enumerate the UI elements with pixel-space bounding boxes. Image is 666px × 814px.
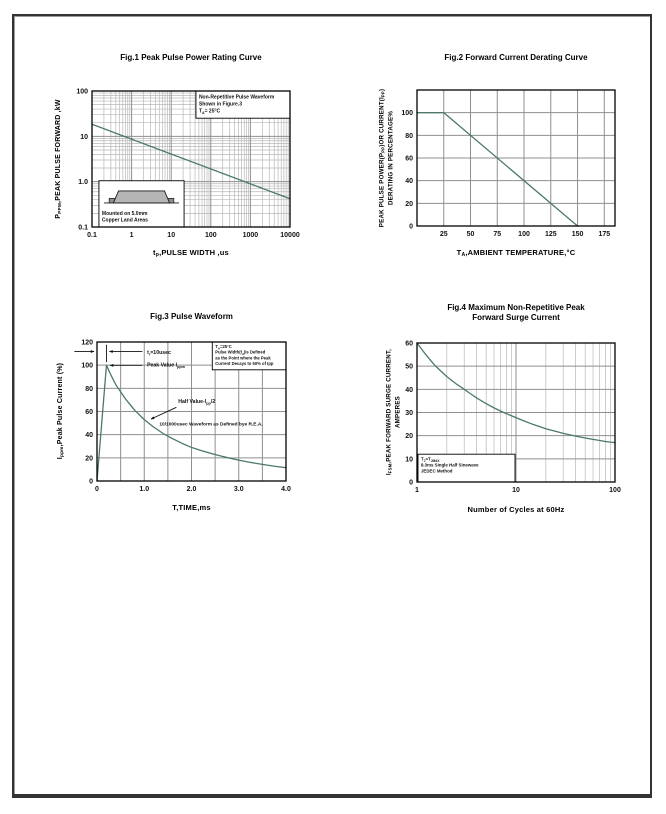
svg-text:20: 20 <box>85 455 93 463</box>
fig3-y-axis-label-line: $I_{ppm},Peak$ Pulse Current (%) <box>56 362 66 460</box>
fig1-chart <box>40 50 310 245</box>
svg-text:2.0: 2.0 <box>186 486 197 493</box>
fig1-y-axis-label-line: $P_{PPM},PEAK$ PULSE FORWARD ,kW <box>54 99 64 219</box>
svg-text:60: 60 <box>85 409 93 416</box>
fig4-y-axis-label-line1: $I_{FSM},PEAK$ FORWARD SURGE CURRENT, <box>385 348 393 476</box>
fig2-y-axis-label <box>378 89 395 227</box>
fig2-panel <box>370 50 650 275</box>
fig1-title: Fig.1 Peak Pulse Power Rating Curve <box>120 53 262 62</box>
svg-text:30: 30 <box>405 410 413 417</box>
svg-text:120: 120 <box>81 339 93 347</box>
fig3-title: Fig.3 Pulse Waveform <box>150 312 233 321</box>
svg-text:Shown in Figure.3: Shown in Figure.3 <box>198 101 243 108</box>
svg-text:1.0: 1.0 <box>78 179 88 187</box>
svg-text:TA=25°C: $T_A=25^\circ C$ <box>215 344 232 351</box>
svg-text:0: 0 <box>89 478 93 486</box>
svg-text:0: 0 <box>409 223 413 231</box>
svg-text:100: 100 <box>76 88 88 96</box>
svg-text:40: 40 <box>405 178 413 186</box>
svg-text:Current Decays to 50% of Ipp: Current Decays to 50% of Ipp <box>215 360 274 366</box>
svg-text:40: 40 <box>405 386 413 394</box>
fig1-panel <box>40 50 310 275</box>
svg-text:60: 60 <box>405 155 413 163</box>
svg-text:as the Point where the Peak: as the Point where the Peak <box>215 355 271 361</box>
svg-text:25: 25 <box>439 231 448 238</box>
svg-text:Non-Repetitive Pulse Wavefor: Non-Repetitive Pulse Waveform <box>198 94 275 101</box>
fig2-x-axis-label: TA,AMBIENT TEMPERATURE,°C <box>456 248 576 259</box>
svg-text:50: 50 <box>466 231 475 238</box>
svg-text:20: 20 <box>405 433 413 441</box>
fig4-y-axis-label-line2: AMPERES <box>394 396 402 428</box>
svg-text:Copper Land Areas: Copper Land Areas <box>101 217 148 224</box>
svg-text:1: 1 <box>415 487 419 494</box>
svg-text:100: 100 <box>81 362 93 370</box>
svg-text:50: 50 <box>405 363 413 371</box>
svg-text:0.1: 0.1 <box>78 224 88 232</box>
svg-text:tr=10usec: $t_r=10usec$ <box>147 349 171 357</box>
svg-text:JEDEC Method: JEDEC Method <box>420 468 453 474</box>
svg-text:40: 40 <box>85 432 93 440</box>
svg-text:Mounted on 5.0mm: Mounted on 5.0mm <box>101 211 148 218</box>
svg-text:10: 10 <box>512 487 520 494</box>
svg-text:TJ=TJMAX: $T_J=T_{JMAX}$ <box>420 456 440 463</box>
svg-text:10/1000usec Waveform as Defin: 10/1000usec Waveform as Defined bye R.E.A. <box>159 422 263 428</box>
svg-text:10: 10 <box>167 232 176 239</box>
fig3-panel <box>40 310 310 525</box>
svg-text:125: 125 <box>544 231 557 238</box>
svg-text:150: 150 <box>571 231 584 238</box>
svg-text:1: 1 <box>129 232 134 239</box>
fig3-x-axis-label: T,TIME,ms <box>172 503 211 512</box>
fig2-chart <box>370 50 650 245</box>
fig2-y-axis-label-line1: PEAK PULSE $POWER(P_{PP})OR$ $CURRENT(I_{PP})$ <box>378 88 386 228</box>
fig4-title-line1: Fig.4 Maximum Non-Repetitive Peak <box>447 303 585 312</box>
fig4-y-axis-label <box>385 349 402 475</box>
svg-text:3.0: 3.0 <box>233 486 244 493</box>
fig3-y-axis-label <box>57 363 67 459</box>
fig4-x-axis-label: Number of Cycles at 60Hz <box>467 505 565 514</box>
svg-text:100: 100 <box>609 487 621 494</box>
svg-text:80: 80 <box>405 132 413 140</box>
svg-text:100: 100 <box>518 231 530 238</box>
svg-text:Half Value-Ipp/2: Half Value-$I_{pp}/2$ <box>178 399 216 406</box>
svg-text:80: 80 <box>85 385 93 393</box>
svg-text:0: 0 <box>95 486 99 493</box>
fig4-chart <box>370 300 650 500</box>
svg-text:100: 100 <box>204 232 217 239</box>
fig2-y-axis-label-line2: DERATING IN PERCENTAGE% <box>387 110 395 206</box>
fig4-title-line2: Forward Surge Current <box>472 313 560 322</box>
svg-text:10: 10 <box>405 456 413 464</box>
svg-text:1.0: 1.0 <box>139 486 150 493</box>
svg-text:Pulse Width(td)is Defined: Pulse $Width(t_d)is$ Defined <box>215 349 266 356</box>
fig4-panel <box>370 300 650 530</box>
fig2-title: Fig.2 Forward Current Derating Curve <box>444 53 588 62</box>
svg-text:175: 175 <box>598 231 611 238</box>
fig1-x-axis-label: tp,PULSE WIDTH ,us <box>153 248 229 259</box>
svg-text:0.1: 0.1 <box>87 232 97 239</box>
svg-text:10000: 10000 <box>280 232 300 239</box>
svg-text:1000: 1000 <box>242 232 259 239</box>
svg-text:TA= 25°C: $T_A= 25^\circ C$ <box>198 108 221 115</box>
svg-text:60: 60 <box>405 340 413 348</box>
fig1-y-axis-label <box>55 99 65 218</box>
svg-text:10: 10 <box>80 133 88 141</box>
svg-text:20: 20 <box>405 200 413 208</box>
svg-text:8.3ms Single Half Sinewave: 8.3ms Single Half Sinewave <box>420 462 479 468</box>
fig3-chart <box>40 310 310 495</box>
svg-text:Peak Value Ippm: Peak Value $I_{ppm}$ <box>147 362 185 369</box>
svg-text:4.0: 4.0 <box>281 486 291 493</box>
svg-text:100: 100 <box>401 110 413 118</box>
svg-text:0: 0 <box>409 479 413 487</box>
svg-text:75: 75 <box>493 231 502 238</box>
